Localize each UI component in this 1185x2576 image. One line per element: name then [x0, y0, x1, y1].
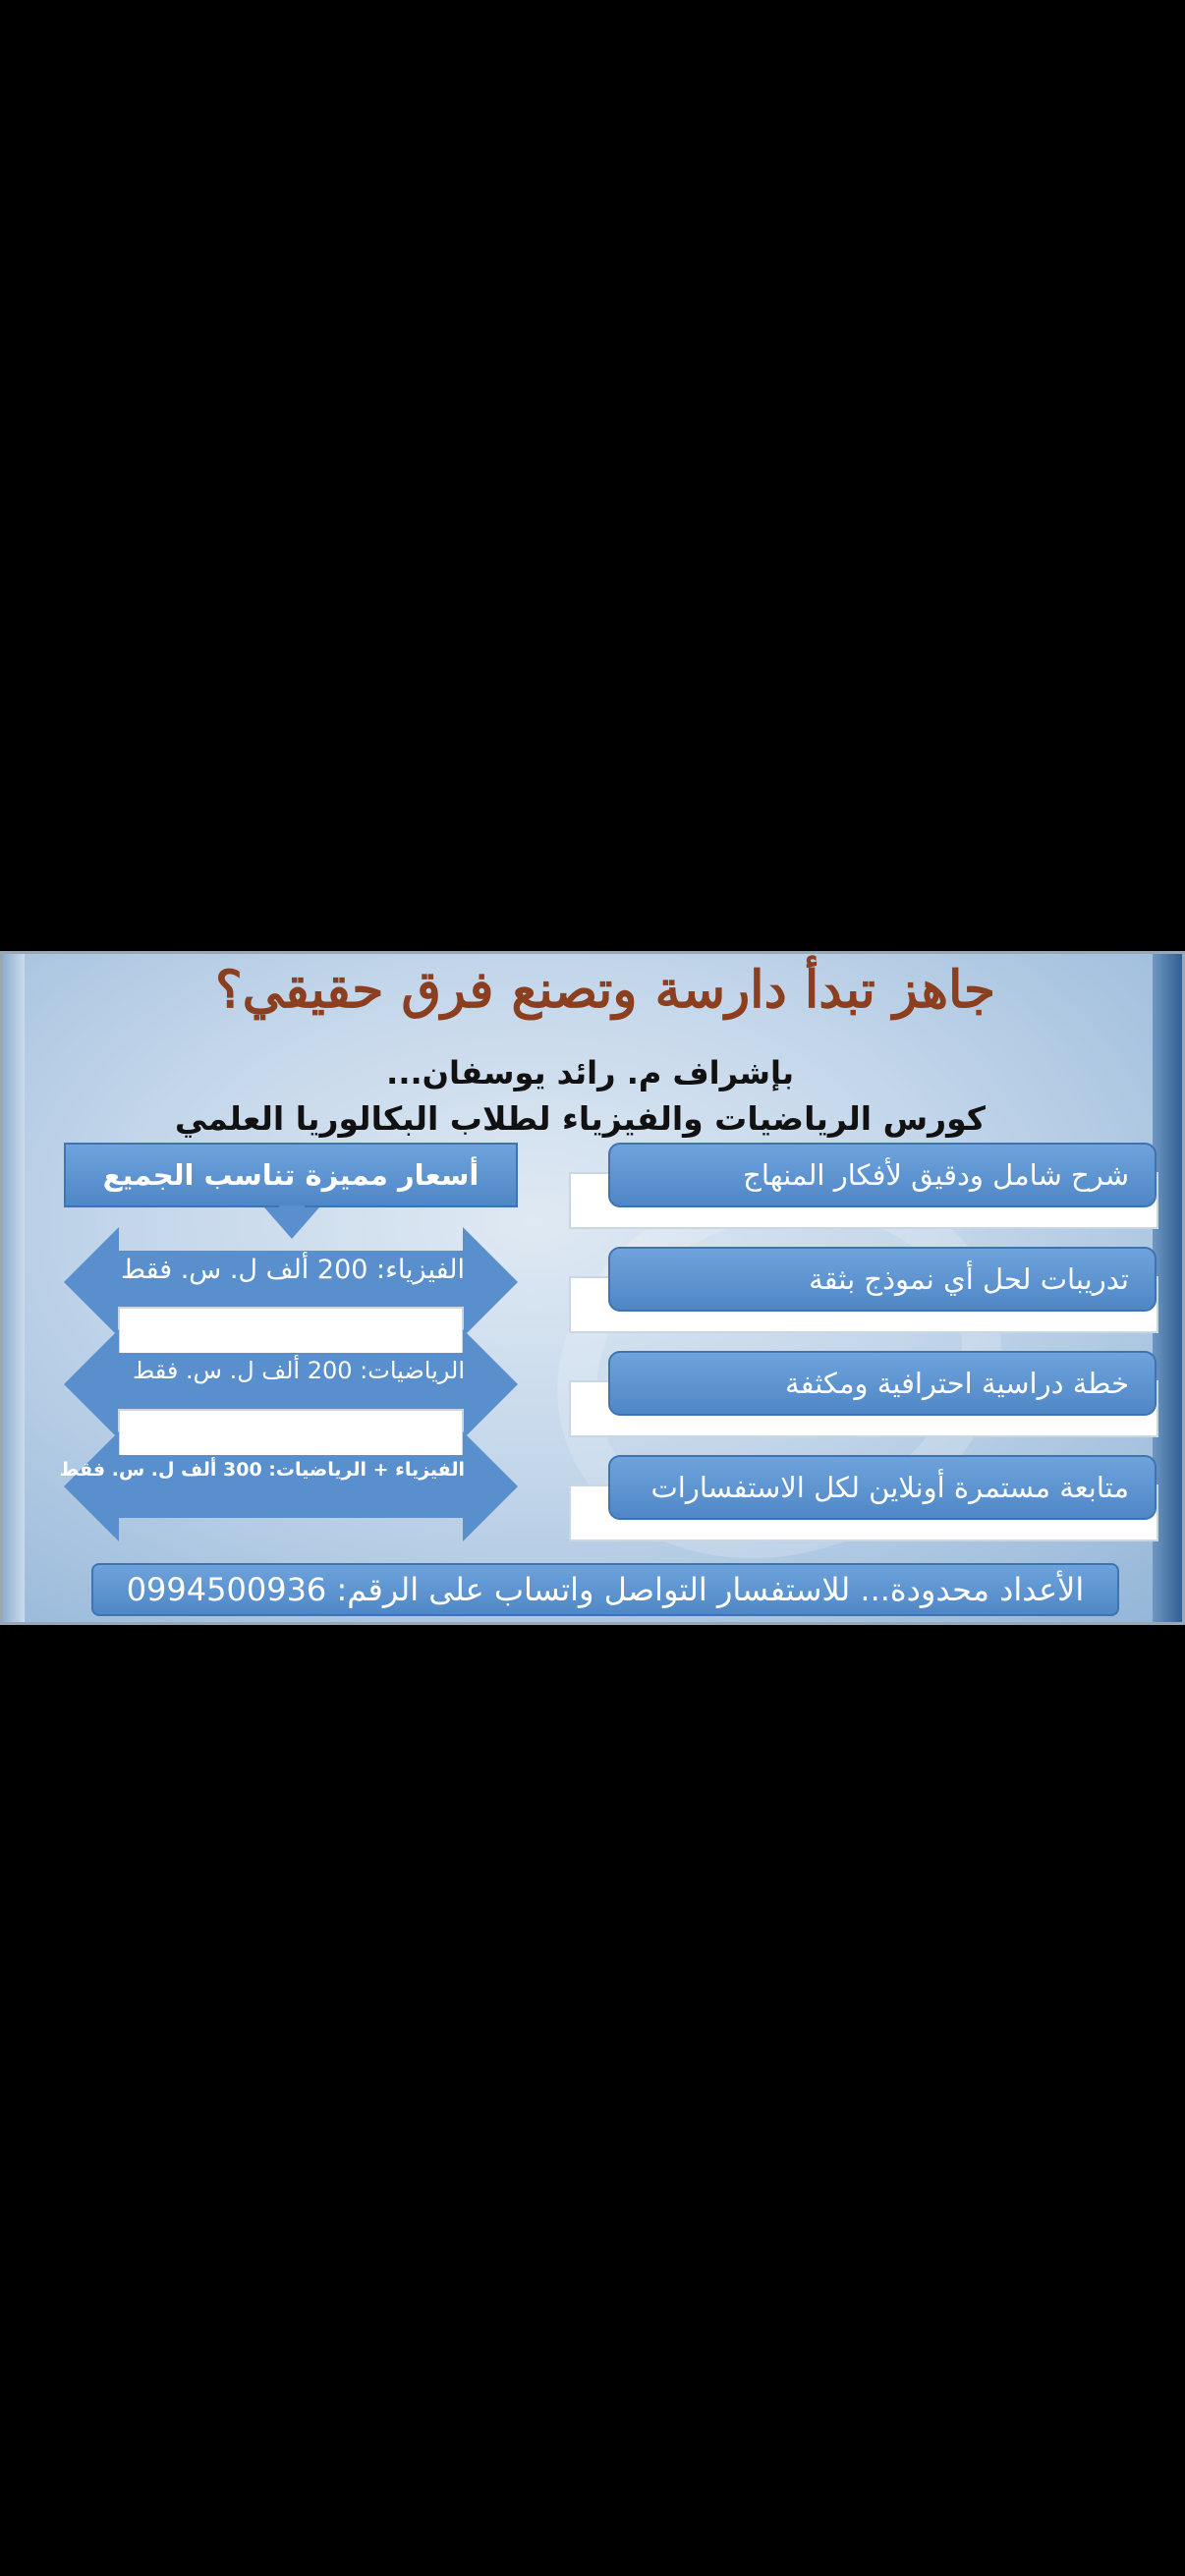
price-label: الفيزياء: 200 ألف ل. س. فقط: [120, 1255, 465, 1285]
prices-header: [64, 1143, 518, 1207]
course-flyer-image: [0, 951, 1185, 1625]
feature-item: [569, 1247, 1158, 1333]
price-label: الرياضيات: 200 ألف ل. س. فقط: [132, 1357, 465, 1384]
feature-label: متابعة مستمرة أونلاين لكل الاستفسارات: [650, 1471, 1129, 1504]
price-item-both: [59, 1429, 518, 1569]
feature-label: خطة دراسية احترافية ومكثفة: [785, 1367, 1129, 1400]
feature-item: [569, 1351, 1158, 1437]
supervisor-line: بإشراف م. رائد يوسفان...: [386, 1054, 794, 1092]
feature-item: [569, 1455, 1158, 1541]
flyer-left-edge: [3, 954, 25, 1622]
prices-header-label: أسعار مميزة تناسب الجميع: [102, 1158, 480, 1192]
course-line: كورس الرياضيات والفيزياء لطلاب البكالوريا العلمي: [174, 1099, 986, 1138]
feature-label: تدريبات لحل أي نموذج بثقة: [809, 1262, 1129, 1296]
footer-text: الأعداد محدودة... للاستفسار التواصل واتساب على الرقم: 0994500936: [126, 1571, 1085, 1608]
feature-label: شرح شامل ودقيق لأفكار المنهاج: [743, 1158, 1129, 1192]
flyer-title: جاهز تبدأ دارسة وتصنع فرق حقيقي؟: [214, 960, 995, 1020]
footer-contact-bar: [91, 1563, 1119, 1616]
price-label: الفيزياء + الرياضيات: 300 ألف ل. س. فقط: [59, 1459, 465, 1481]
feature-item: [569, 1143, 1158, 1229]
